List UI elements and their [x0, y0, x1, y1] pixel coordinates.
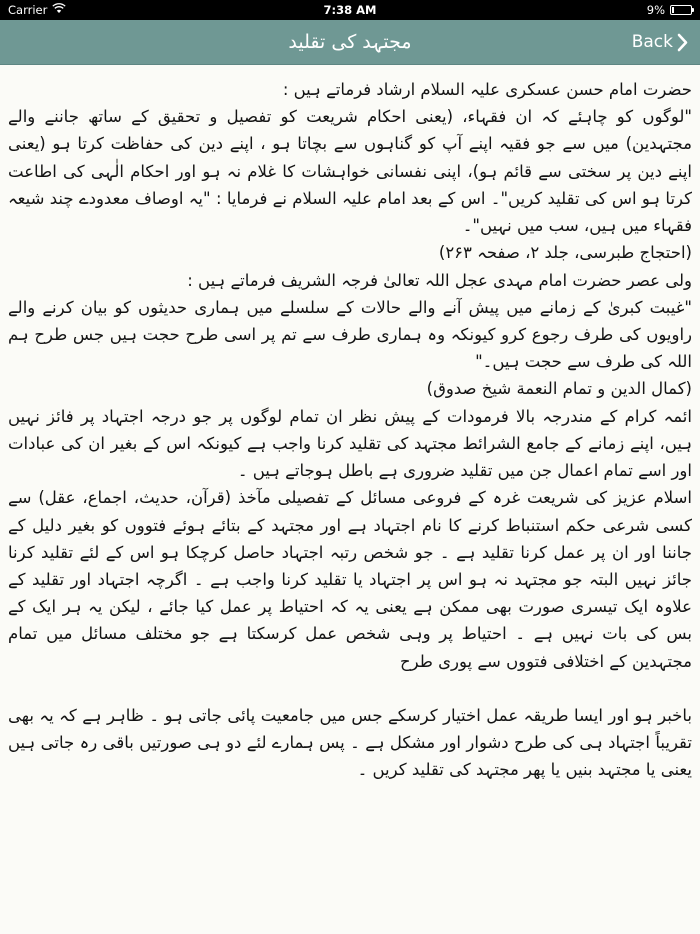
- clock: 7:38 AM: [323, 3, 377, 17]
- paragraph-intro-hadith: حضرت امام حسن عسکری علیہ السلام ارشاد فرماتے ہیں :: [282, 80, 692, 99]
- navigation-bar: [0, 20, 700, 65]
- paragraph-taqlid-obligation: ائمہ کرام کے مندرجہ بالا فرمودات کے پیش نظر ان تمام لوگوں پر جو درجہ اجتہاد پر فائز نہیں ہیں، اپنے زمانے کے جامع الشرائط مجتہد کی تقلید کرنا واجب ہے کیونکہ اس کے بغیر ان کی عبادات اور اسے تمام اعمال جن میں تقلید ضروری ہے باطل ہوجاتے ہیں ۔: [8, 406, 692, 481]
- paragraph-ijtihad-definition: اسلام عزیز کی شریعت غرہ کے فروعی مسائل کے تفصیلی مآخذ (قرآن، حدیث، اجماع، عقل) سے کسی شرعی حکم استنباط کرنے کا نام اجتہاد ہے اور مجتہد کے بتائے ہوئے فتووں کو بغیر دلیل کے جاننا اور ان پر عمل کرنا تقلید ہے ۔ جو شخص رتبہ اجتہاد حاصل کرچکا ہو اس کے لئے تقلید کرنا جائز نہیں البتہ جو مجتہد نہ ہو اس پر اجتہاد یا تقلید کرنا واجب ہے ۔ اگرچہ اجتہاد اور تقلید کے علاوہ ایک تیسری صورت بھی ممکن ہے یعنی یہ کہ احتیاط پر عمل کیا جائے ، لیکن یہ ہر ایک کے بس کی بات نہیں ہے ۔ احتیاط پر وہی شخص عمل کرسکتا ہے جو مختلف مسائل میں تمام مجتہدین کے اختلافی فتووں سے پوری طرح: [8, 488, 692, 671]
- page-title: مجتہد کی تقلید: [288, 31, 412, 53]
- paragraph-mahdi-quote: "غیبت کبریٰ کے زمانے میں پیش آنے والے حالات کے سلسلے میں ہماری حدیثوں کو بیان کرنے والے راویوں کی طرف رجوع کرو کیونکہ وہ ہماری طرف سے تم پر اسی طرح حجت ہیں جس طرح ہم اللہ کی طرف سے حجت ہیں۔": [8, 297, 692, 372]
- paragraph-conclusion: باخبر ہو اور ایسا طریقہ عمل اختیار کرسکے جس میں جامعیت پائی جاتی ہو ۔ ظاہر ہے کہ یہ بھی تقریباً اجتہاد ہی کی طرح دشوار اور مشکل ہے ۔ پس ہمارے لئے دو ہی صورتیں باقی رہ جاتی ہیں یعنی یا مجتہد بنیں یا پھر مجتہد کی تقلید کریں ۔: [8, 705, 692, 780]
- status-bar: [0, 0, 700, 20]
- paragraph-hadith-quote: "لوگوں کو چاہئے کہ ان فقہاء، (یعنی احکام شریعت کو تفصیل و تحقیق کے ساتھ جاننے والے مجتہدین) میں سے جو فقیہ اپنے آپ کو گناہوں سے بچاتا ہو ، اپنے دین کی حفاظت کرتا ہو (یعنی اپنے دین پر سختی سے قائم ہو)، اپنی نفسانی خواہشات کا غلام نہ ہو اور احکام الٰہی کی اطاعت کرتا ہو اس کی تقلید کریں"۔ اس کے بعد امام علیہ السلام نے فرمایا : "یہ اوصاف معدودے چند شیعہ فقہاء میں ہیں، سب میں نہیں"۔: [8, 107, 692, 236]
- wifi-icon: [52, 3, 66, 17]
- battery-icon: [670, 5, 692, 15]
- article-body: [0, 65, 700, 934]
- back-button[interactable]: [620, 32, 700, 52]
- chevron-right-icon: [677, 33, 688, 52]
- paragraph-intro-mahdi: ولی عصر حضرت امام مہدی عجل اللہ تعالیٰ فرجہ الشریف فرماتے ہیں :: [187, 270, 692, 290]
- back-button-label: Back: [631, 32, 673, 52]
- carrier-label: Carrier: [8, 3, 48, 17]
- paragraph-citation-saduq: (کمال الدین و تمام النعمة شیخ صدوق): [426, 379, 692, 399]
- battery-percent: 9%: [646, 3, 665, 17]
- paragraph-citation-tabarsi: (احتجاج طبرسی، جلد ۲، صفحہ ۲۶۳): [438, 243, 692, 263]
